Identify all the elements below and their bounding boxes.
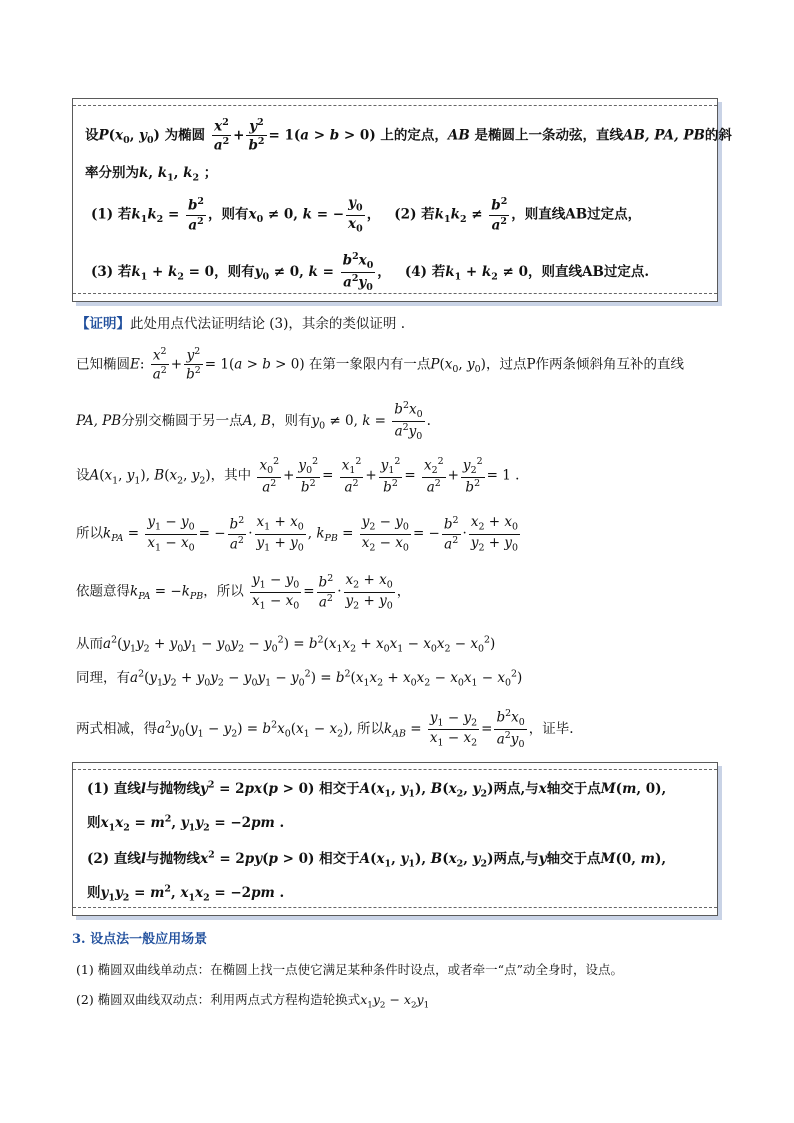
section-3-item-2: (2) 椭圆双曲线双动点：利用两点式方程构造轮换式$x_1y_2 - x_2y_1$: [76, 992, 430, 1011]
theorem-slope-line: 率分别为k, $k_1$, $k_2$ ；: [85, 165, 218, 184]
theorem-intro-line: 设$P(x_0$, $y_0$) 为椭圆 $\frac{x^2}{a^2}$ + $\frac{y^2}{b^2}$ = 1(a > b > 0) 上的定点，AB 是椭圆上一条动弦，直线AB, PA, PB的斜: [85, 117, 732, 154]
frac-b2x0-a2y0: $\frac{b^2x_0}{a^2y_0}$: [342, 251, 374, 294]
frac-y2-b2: $\frac{y^2}{b^2}$: [248, 117, 265, 154]
text-if: 若: [117, 206, 132, 223]
text: 两式相减，得: [76, 721, 157, 737]
top-dashed-divider: [73, 769, 717, 770]
parabola-result-1: 则$x_1x_2 = m^2$, $y_1y_2 = -2pm$ .: [87, 813, 285, 834]
proof-label-line: [76, 312, 405, 332]
parabola-box: [72, 762, 718, 916]
parabola-result-2: 则$y_1y_2 = m^2$, $x_1x_2 = -2pm$ .: [87, 883, 285, 904]
text-she: 设: [85, 127, 99, 144]
item-number: (2): [87, 851, 110, 867]
frac-x2-a2: $\frac{x^2}{a^2}$: [213, 117, 230, 154]
text: ，则有: [270, 413, 312, 429]
text: 则: [87, 815, 101, 831]
proof-line-1: 已知椭圆E: $\frac{x^2}{a^2}$ + $\frac{y^2}{b^2}$ = 1(a > b > 0) 在第一象限内有一点$P(x_0$, $y_0$)，过点P作两条倾斜角互补的直线: [76, 346, 685, 383]
text-wei-tuoyuan: 为椭圆: [164, 127, 206, 144]
text: 从而: [76, 636, 103, 652]
text: 则: [87, 885, 101, 901]
proof-line-6: 从而$a^2(y_1y_2 + y_0y_1 - y_0y_2 - y_0^2) = b^2(x_1x_2 + x_0x_1 - x_0x_2 - x_0^2)$: [76, 634, 496, 655]
text-moving-chord: 是椭圆上一条动弦，直线: [474, 127, 624, 144]
text-if: 若: [431, 264, 446, 280]
proof-line-5: 依题意得$k_{PA} = -k_{PB}$，所以 $\frac{y_1 - y_0}{x_1 - x_0}$ = $\frac{b^2}{a^2}$ · $\frac{x_2 + x_0}{y_2 + y_0}$ ，: [76, 572, 411, 612]
text: 相交于: [319, 781, 360, 797]
item-number: (4): [404, 264, 428, 280]
text: 两点,与: [493, 851, 539, 867]
text: 轴交于点: [546, 781, 601, 797]
text-then: ，则有: [214, 264, 255, 280]
text-if: 若: [421, 206, 435, 223]
proof-intro: 此处用点代法证明结论 (3)，其余的类似证明 .: [130, 316, 405, 332]
frac-y0-x0: $\frac{y_0}{x_0}$: [348, 195, 363, 235]
text: 轴交于点: [546, 851, 601, 867]
text: 直线: [113, 781, 141, 797]
section-3-heading: 3. 设点法一般应用场景: [72, 932, 208, 947]
item-number: (1): [91, 206, 114, 223]
frac-b2-a2: $\frac{b^2}{a^2}$: [187, 196, 204, 233]
item-number: (3): [91, 264, 114, 280]
theorem-item-1-2: (1) 若$k_1k_2$ = $\frac{b^2}{a^2}$ ，则有$x_0 \ne 0$, k = − $\frac{y_0}{x_0}$ ， (2) 若$k_1k_2$ ≠ $\frac{b^2}{a^2}$ ，则直线AB过定点，: [91, 195, 642, 235]
text: 设: [76, 467, 90, 484]
text: 所以: [76, 525, 103, 542]
text: 直线: [113, 851, 141, 867]
proof-line-8: 两式相减，得$a^2y_0(y_1 - y_2) = b^2x_0(x_1 - x_2)$, 所以$k_{AB}$ = $\frac{y_1 - y_2}{x_1 - x_2}$ = $\frac{b^2x_0}{a^2y_0}$ ，证毕.: [76, 708, 574, 751]
text: 与抛物线: [146, 781, 201, 797]
proof-line-2: PA, PB分别交椭圆于另一点A, B，则有$y_0 \ne 0$, k = $\frac{b^2x_0}{a^2y_0}$ .: [76, 400, 431, 443]
text-if: 若: [117, 264, 132, 280]
top-dashed-divider: [73, 105, 717, 106]
text-slopes-are: 率分别为: [85, 165, 139, 181]
proof-line-3: 设$A(x_1$, $y_1$), $B(x_2$, $y_2$)，其中 $\frac{x_0^2}{a^2}$ + $\frac{y_0^2}{b^2}$ = $\frac{x_1^2}{a^2}$ + $\frac{y_1^2}{b^2}$ = $\frac{x_2^2}{a^2}$ + $\frac{y_2^2}{b^2}$ = 1 .: [76, 456, 520, 496]
text: ，所以: [203, 583, 244, 600]
text: 所以: [357, 721, 385, 737]
text: 两点,与: [493, 781, 539, 797]
frac-b2-a2-b: $\frac{b^2}{a^2}$: [491, 196, 508, 233]
text: 与抛物线: [146, 851, 201, 867]
text-then-fixed: ，则直线AB过定点，: [511, 206, 642, 223]
text-then: ，则有: [208, 206, 249, 223]
text: ，过点P作两条倾斜角互补的直线: [485, 356, 685, 373]
text: 已知椭圆: [76, 356, 130, 373]
text: 分别交椭圆于另一点: [121, 413, 243, 429]
item-number: (2): [394, 206, 417, 223]
theorem-box: [72, 98, 732, 302]
proof-label: 【证明】: [76, 316, 130, 332]
text: 在第一象限内有一点: [308, 356, 431, 373]
text: 依题意得: [76, 583, 130, 600]
parabola-item-2: (2) 直线l与抛物线$x^2 = 2py(p > 0)$ 相交于$A(x_1$, $y_1$), $B(x_2$, $y_2$)两点,与y轴交于点M(0, m),: [87, 849, 667, 870]
theorem-item-3-4: (3) 若$k_1 + k_2 = 0$，则有$y_0 \ne 0$, k = $\frac{b^2x_0}{a^2y_0}$ ， (4) 若$k_1 + k_2 \ne 0$，则直线AB过定点.: [91, 251, 650, 294]
text: ，其中: [210, 467, 252, 484]
text-then-fixed: ，则直线AB过定点.: [527, 264, 650, 280]
text: 相交于: [319, 851, 360, 867]
section-3-item-1: (1) 椭圆双曲线单动点：在椭圆上找一点使它满足某种条件时设点，或者牵一“点”动全身时，设点。: [76, 962, 623, 977]
bottom-dashed-divider: [73, 907, 717, 908]
item-number: (1): [87, 781, 110, 797]
text-fixed-point: 上的定点，: [380, 127, 448, 144]
proof-line-4: 所以$k_{PA}$ = $\frac{y_1 - y_0}{x_1 - x_0}$ = − $\frac{b^2}{a^2}$ · $\frac{x_1 + x_0}{y_1 + y_0}$ , $k_{PB}$ = $\frac{y_2 - y_0}{x_2 - x_0}$ = − $\frac{b^2}{a^2}$ · $\frac{x_2 + x_0}{y_2 + y_0}$: [76, 514, 519, 554]
text: PA, PB: [76, 413, 122, 429]
text: ，证毕.: [528, 721, 574, 737]
parabola-item-1: (1) 直线l与抛物线$y^2 = 2px(p > 0)$ 相交于$A(x_1$, $y_1$), $B(x_2$, $y_2$)两点,与x轴交于点M(m, 0),: [87, 779, 667, 800]
text: 同理，有: [76, 670, 130, 686]
text: (2) 椭圆双曲线双动点：利用两点式方程构造轮换式: [76, 992, 361, 1007]
proof-line-7: 同理，有$a^2(y_1y_2 + y_0y_2 - y_0y_1 - y_0^2) = b^2(x_1x_2 + x_0x_2 - x_0x_1 - x_0^2)$: [76, 668, 523, 689]
text-slope: 的斜: [704, 127, 732, 144]
